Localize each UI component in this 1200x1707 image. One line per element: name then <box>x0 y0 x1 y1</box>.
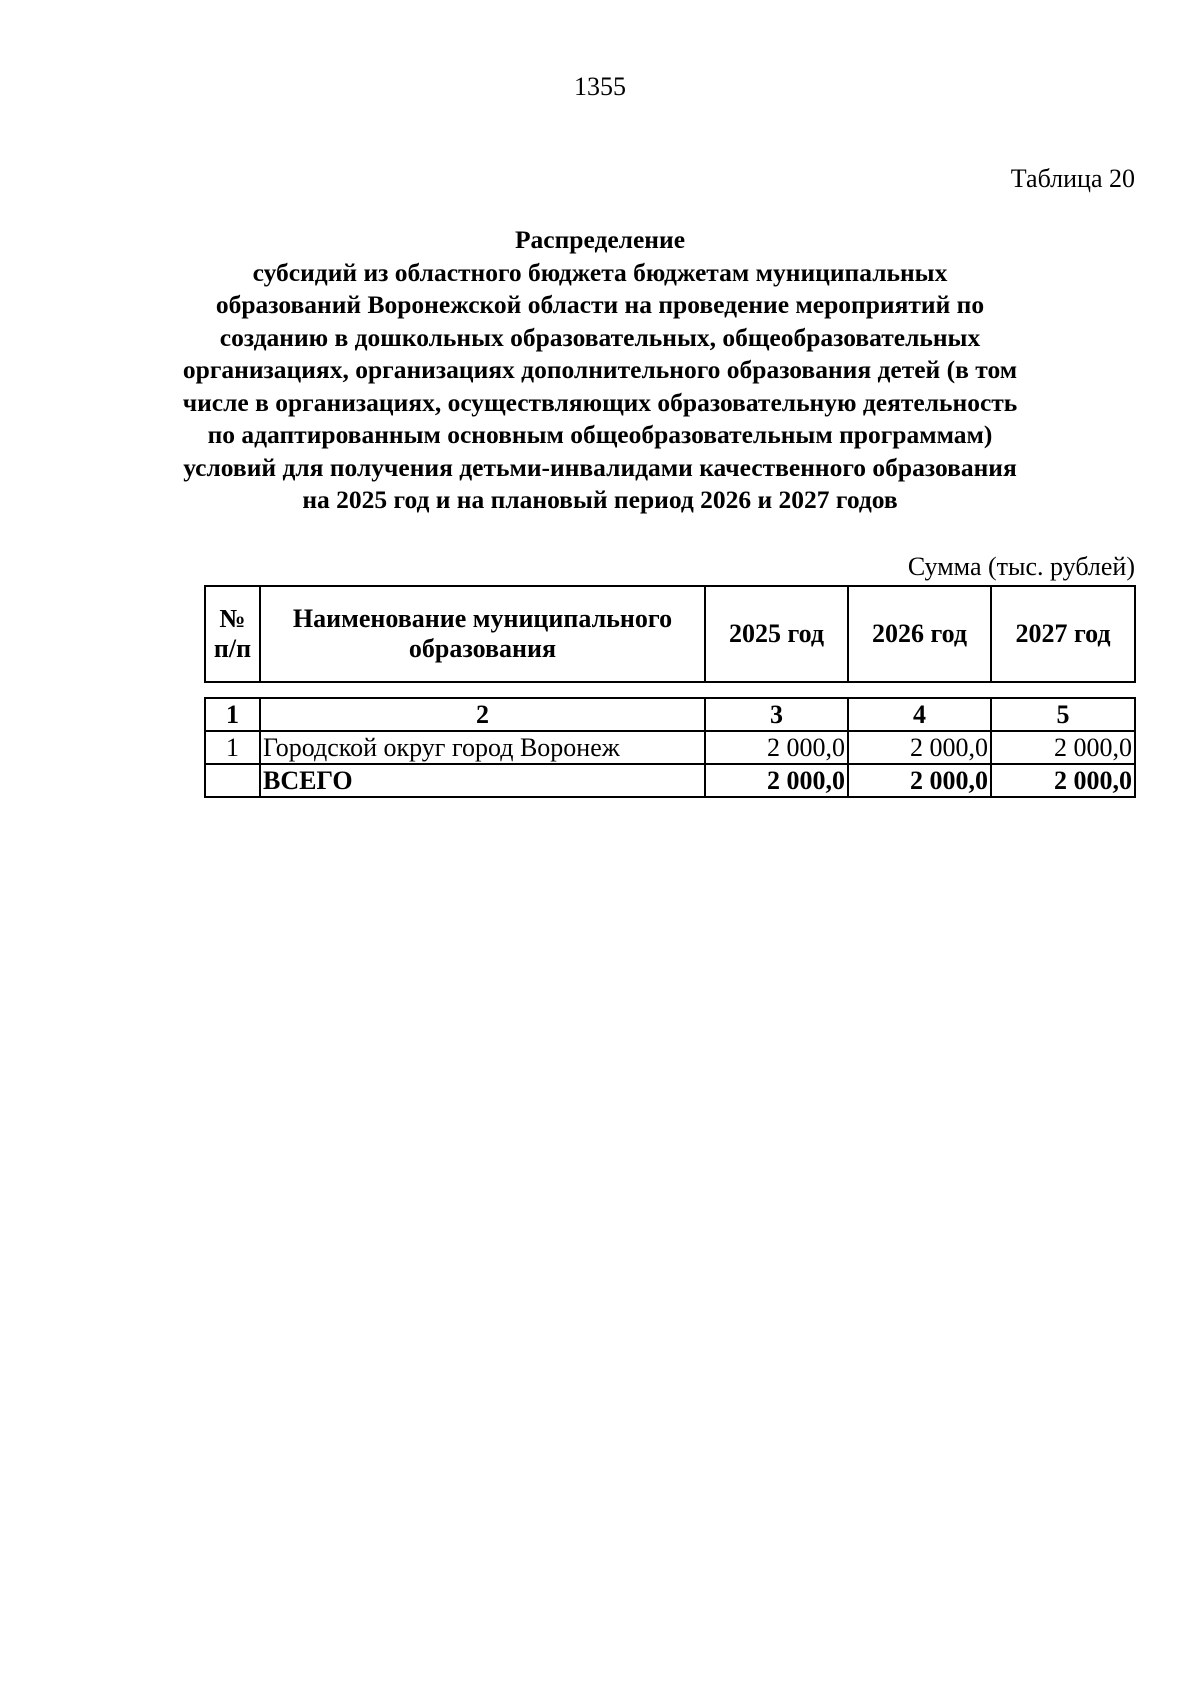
title-line: организациях, организациях дополнительного образования детей (в том <box>182 355 1018 384</box>
table-label: Таблица 20 <box>1010 164 1135 193</box>
amount-2026: 2 000,0 <box>848 731 991 764</box>
total-row-number <box>205 764 260 797</box>
title-line: по адаптированным основным общеобразовательным программам) <box>207 420 993 449</box>
total-2027: 2 000,0 <box>991 764 1135 797</box>
gap-cell <box>991 682 1135 698</box>
column-number: 4 <box>848 698 991 731</box>
header-year-2027: 2027 год <box>991 586 1135 682</box>
gap-cell <box>848 682 991 698</box>
page-number: 1355 <box>574 72 626 101</box>
municipality-name: Городской округ город Воронеж <box>260 731 705 764</box>
header-municipality-name <box>260 586 705 682</box>
table-gap-row <box>205 682 1135 698</box>
gap-cell <box>205 682 260 698</box>
title-line: субсидий из областного бюджета бюджетам муниципальных <box>252 257 948 287</box>
title-line: образований Воронежской области на проведение мероприятий по <box>215 290 985 319</box>
column-number: 1 <box>205 698 260 731</box>
header-year-2025: 2025 год <box>705 586 848 682</box>
column-number: 3 <box>705 698 848 731</box>
header-year-2026: 2026 год <box>848 586 991 682</box>
table-header-row <box>205 586 1135 682</box>
column-number-row <box>205 698 1135 731</box>
title-line: созданию в дошкольных образовательных, общеобразовательных <box>219 322 981 352</box>
amount-2027: 2 000,0 <box>991 731 1135 764</box>
units-note: Сумма (тыс. рублей) <box>907 552 1135 581</box>
total-2026: 2 000,0 <box>848 764 991 797</box>
document-title <box>150 224 1050 517</box>
total-row <box>205 764 1135 797</box>
table-row <box>205 731 1135 764</box>
column-number: 5 <box>991 698 1135 731</box>
gap-cell <box>705 682 848 698</box>
row-number: 1 <box>205 731 260 764</box>
gap-cell <box>260 682 705 698</box>
header-number <box>205 586 260 682</box>
distribution-table <box>204 585 1136 798</box>
title-line: на 2025 год и на плановый период 2026 и 2027 годов <box>302 485 898 514</box>
title-line: числе в организациях, осуществляющих образовательную деятельность <box>182 387 1018 417</box>
header-number-symbol: № <box>219 604 246 633</box>
title-line: условий для получения детьми-инвалидами качественного образования <box>183 452 1017 482</box>
title-line: Распределение <box>514 225 686 254</box>
column-number: 2 <box>260 698 705 731</box>
total-label: ВСЕГО <box>260 764 705 797</box>
header-name-line: Наименование муниципального <box>292 604 673 633</box>
header-number-abbr: п/п <box>213 634 252 663</box>
header-name-line: образования <box>408 634 557 663</box>
total-2025: 2 000,0 <box>705 764 848 797</box>
amount-2025: 2 000,0 <box>705 731 848 764</box>
